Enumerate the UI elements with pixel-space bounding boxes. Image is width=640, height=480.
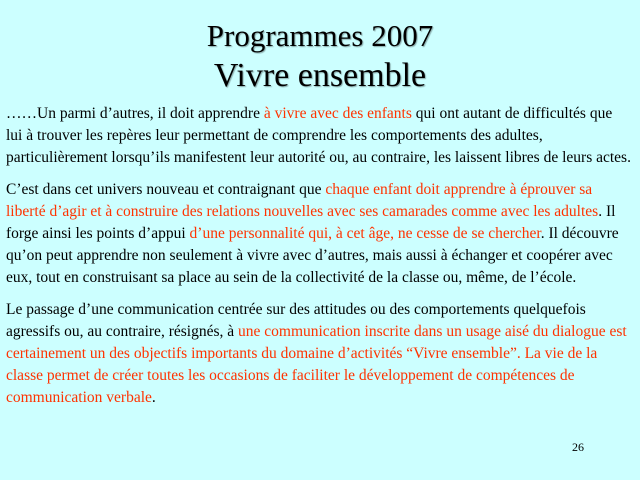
paragraph-3-text-b: .	[151, 389, 156, 406]
paragraph-1-text-a: ……Un parmi d’autres, il doit apprendre	[6, 105, 264, 122]
paragraph-1-highlight: à vivre avec des enfants	[263, 105, 412, 122]
paragraph-2-text-c: . Il découvre qu’on peut apprendre non seulement à vivre avec d’autres, mais aussi à échanger et coopérer avec eux, tout en construisant sa place au sein de la collectivité de la classe ou, même, de l’école.	[6, 225, 619, 286]
slide-title: Programmes 2007	[206, 18, 434, 53]
paragraph-3	[6, 299, 631, 409]
paragraph-1-text-b: qui ont autant de difficultés que lui à trouver les repères leur permettant de comprendre les comportements des adultes, particulièrement lorsqu’ils manifestent leur autorité ou, au contraire, les laissent libres de leurs actes.	[6, 105, 631, 166]
paragraph-2	[6, 179, 631, 289]
paragraph-2-highlight-a: chaque enfant doit apprendre à éprouver sa liberté d’agir et à construire des relations nouvelles avec ses camarades comme avec les adultes	[6, 181, 599, 220]
paragraph-3-highlight: une communication inscrite dans un usage aisé du dialogue est certainement un des objectifs importants du domaine d’activités “Vivre ensemble”. La vie de la classe permet de créer toutes les occasions de faciliter le développement de compétences de communication verbale	[6, 323, 627, 406]
paragraph-1	[6, 103, 631, 169]
paragraph-2-text-b: . Il forge ainsi les points d’appui	[6, 203, 616, 242]
paragraph-3-text-a: Le passage d’une communication centrée sur des attitudes ou des comportements quelquefois agressifs ou, au contraire, résignés, à	[6, 301, 586, 340]
slide-subtitle: Vivre ensemble	[213, 57, 427, 94]
paragraph-2-text-a: C’est dans cet univers nouveau et contraignant que	[6, 181, 326, 198]
paragraph-2-highlight-b: d’une personnalité qui, à cet âge, ne cesse de se chercher	[189, 225, 541, 242]
page-number: 26	[572, 440, 584, 454]
slide-body	[6, 103, 631, 419]
